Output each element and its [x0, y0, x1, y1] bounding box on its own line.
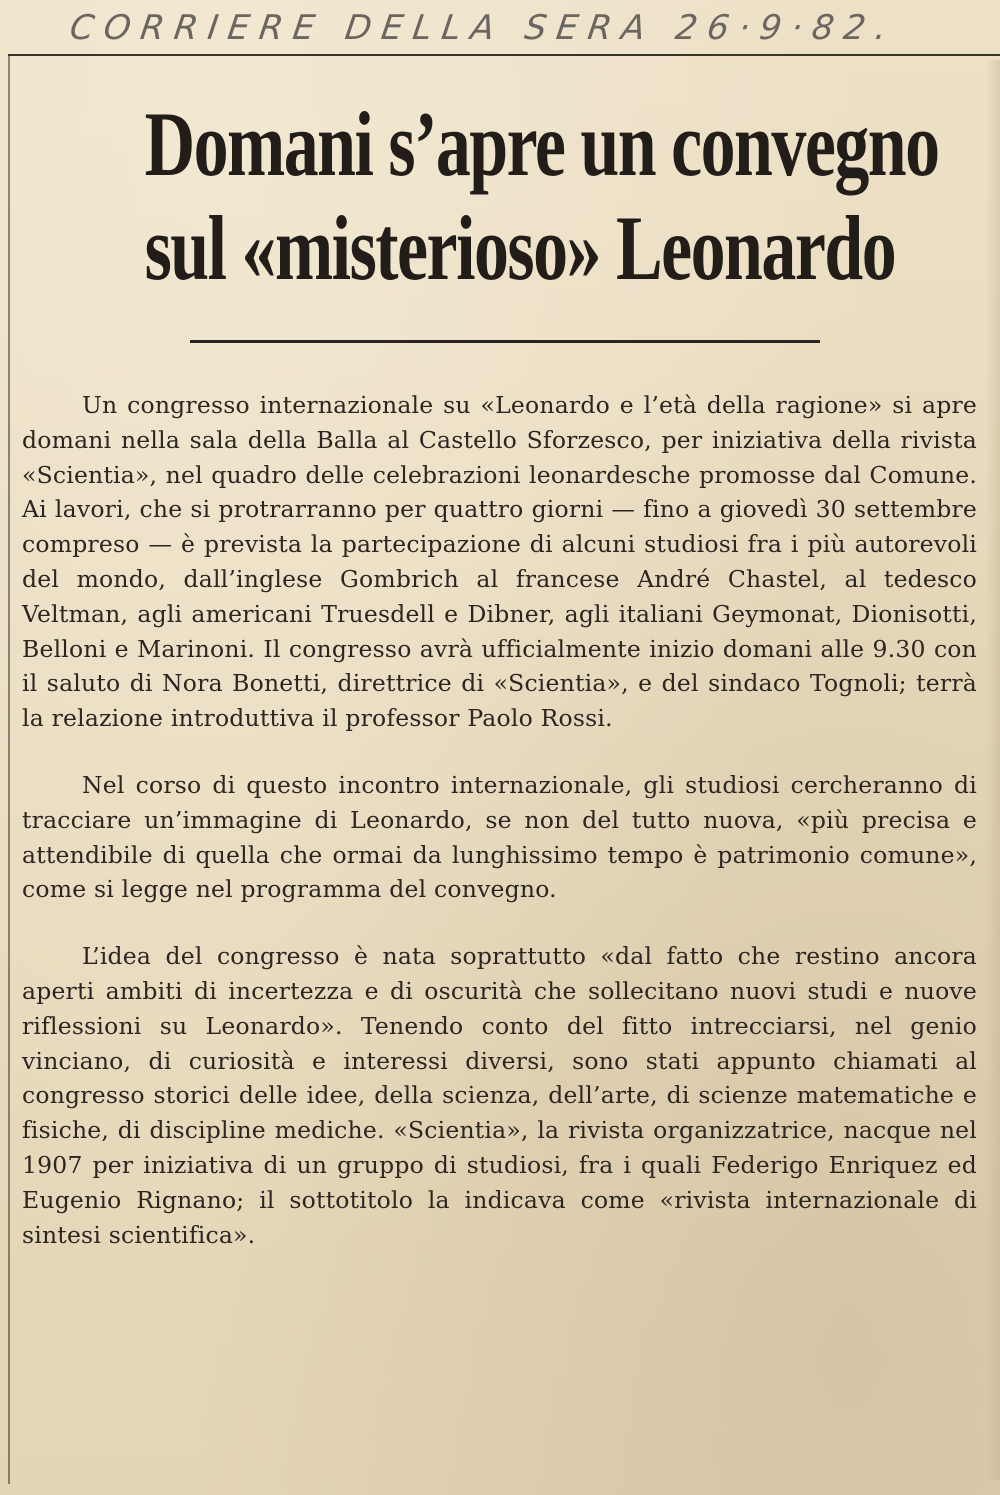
headline-line-2: sul «misterioso» Leonardo: [144, 197, 896, 299]
handwritten-source-note: CORRIERE DELLA SERA 26·9·82.: [67, 8, 900, 48]
article-paragraph-1: Un congresso internazionale su «Leonardo e l’età della ragione» si apre domani nella sala della Balla al Castello Sforzesco, per iniziativa della rivista «Scientia», nel quadro delle celebrazioni leonardesche promosse dal Comune. Ai lavori, che si protrarranno per quattro giorni — fino a giovedì 30 settembre compreso — è prevista la partecipazione di alcuni studiosi fra i più autorevoli del mondo, dall’inglese Gombrich al francese André Chastel, al tedesco Veltman, agli americani Truesdell e Dibner, agli italiani Geymonat, Dionisotti, Belloni e Marinoni. Il congresso avrà ufficialmente inizio domani alle 9.30 con il saluto di Nora Bonetti, direttrice di «Scientia», e del sindaco Tognoli; terrà la relazione introduttiva il professor Paolo Rossi.: [22, 391, 977, 733]
article-paragraph-3: L’idea del congresso è nata soprattutto «dal fatto che restino ancora aperti ambiti di incertezza e di oscurità che sollecitano nuovi studi e nuove riflessioni su Leonardo». Tenendo conto del fitto intrecciarsi, nel genio vinciano, di curiosità e interessi diversi, sono stati appunto chiamati al congresso storici delle idee, della scienza, dell’arte, di scienze matematiche e fisiche, di discipline mediche. «Scientia», la rivista organizzatrice, nacque nel 1907 per iniziativa di un gruppo di studiosi, fra i quali Federigo Enriquez ed Eugenio Rignano; il sottotitolo la indicava come «rivista internazionale di sintesi scientifica».: [22, 942, 977, 1249]
left-border: [8, 54, 10, 1484]
page-edge-shadow: [986, 60, 1000, 1480]
top-divider: [8, 54, 1000, 56]
article-paragraph-2: Nel corso di questo incontro internazionale, gli studiosi cercheranno di tracciare un’immagine di Leonardo, se non del tutto nuova, «più precisa e attendibile di quella che ormai da lunghissimo tempo è patrimonio comune», come si legge nel programma del convegno.: [22, 770, 977, 904]
article-body: [22, 388, 977, 1252]
headline-line-1: Domani s’apre un convegno: [144, 93, 939, 195]
headline-underline: [190, 340, 820, 343]
headline: [144, 92, 939, 300]
